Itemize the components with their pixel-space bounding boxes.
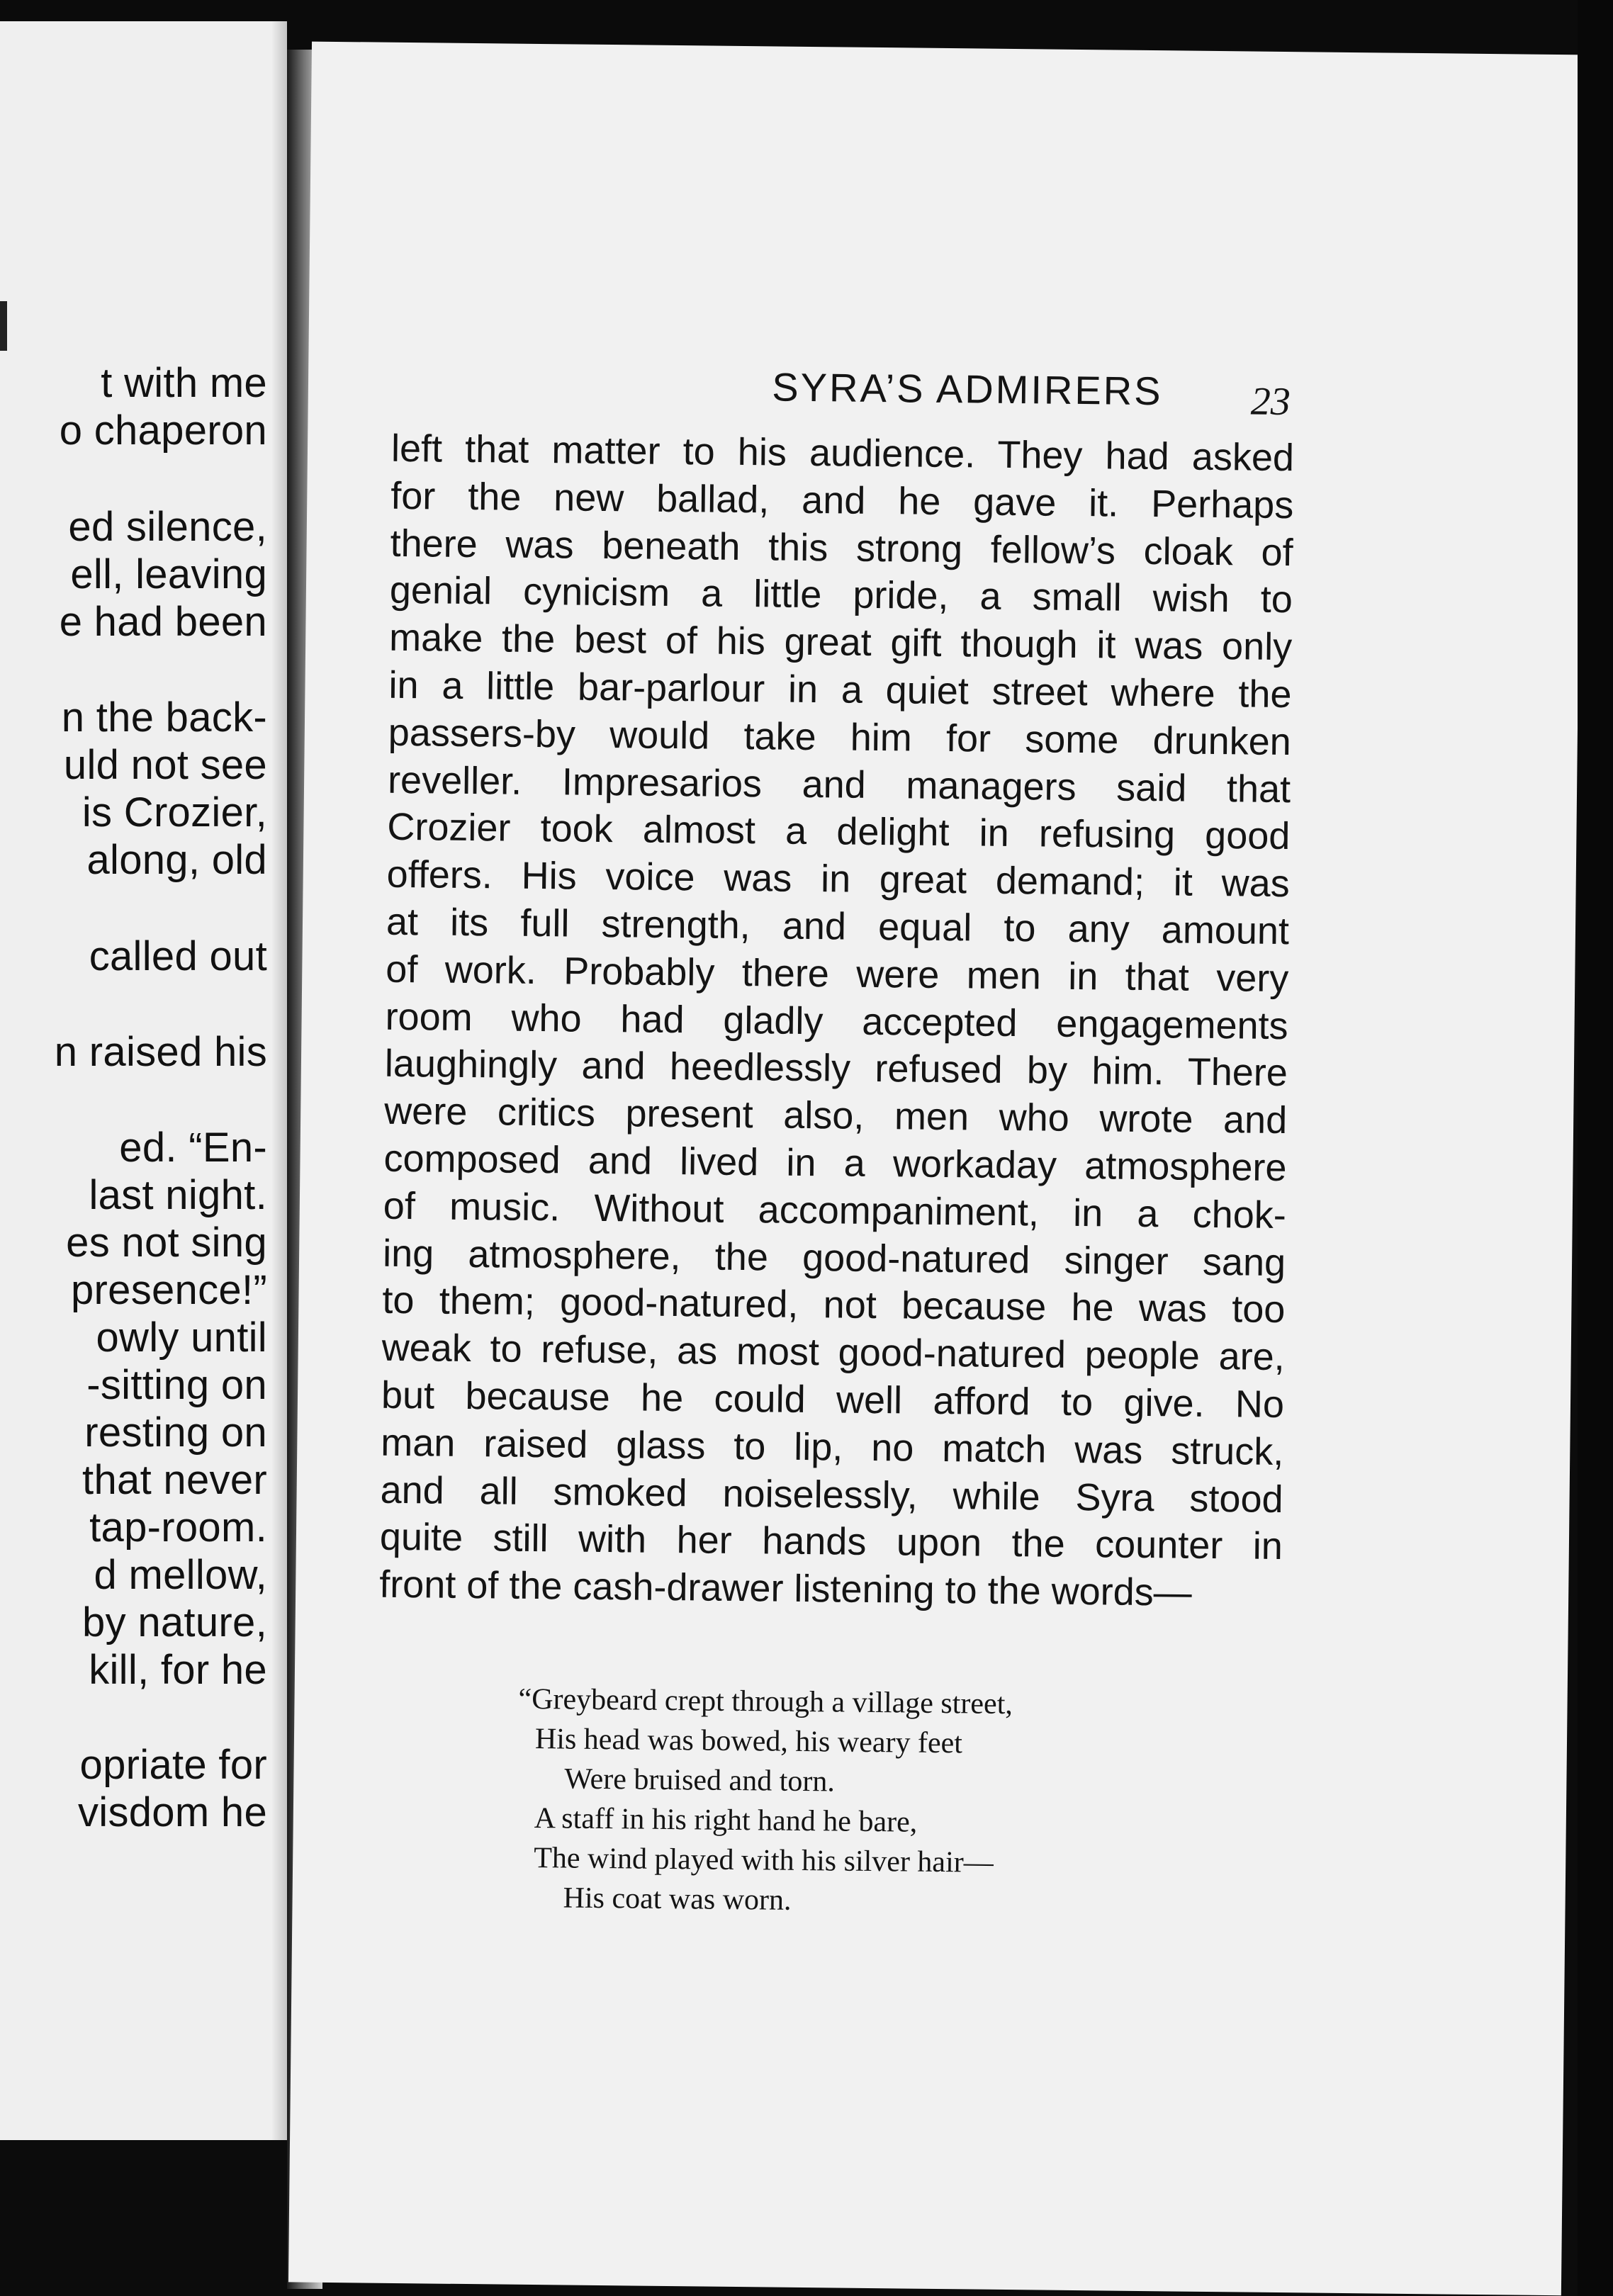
body-line: quite still with her hands upon the counter in [379, 1516, 1283, 1568]
left-page [0, 21, 287, 2140]
left-page-edge-mark [0, 301, 7, 351]
left-page-line: ed. “En- [119, 1125, 267, 1171]
body-line: ing atmosphere, the good-natured singer sang [382, 1232, 1286, 1284]
body-line: were critics present also, men who wrote and [383, 1089, 1288, 1142]
body-line: left that matter to his audience. They had asked [390, 427, 1295, 480]
left-page-shadow [271, 21, 287, 2140]
page-number: 23 [1250, 379, 1291, 424]
body-line: of music. Without accompaniment, in a chok- [383, 1184, 1287, 1237]
left-page-line: visdom he [77, 1789, 267, 1835]
left-page-line: along, old [86, 837, 267, 883]
body-line: to them; good-natured, not because he was too [382, 1279, 1286, 1332]
verse-line: His head was bowed, his weary feet [534, 1723, 963, 1760]
left-page-line: -sitting on [86, 1362, 267, 1408]
body-line: weak to refuse, as most good-natured people are, [381, 1326, 1285, 1379]
body-line: man raised glass to lip, no match was struck, [381, 1421, 1284, 1473]
verse-line: “Greybeard crept through a village street, [518, 1682, 1013, 1721]
left-page-line: last night. [89, 1172, 267, 1218]
left-page-line: by nature, [82, 1599, 267, 1645]
body-line: but because he could well afford to give. No [381, 1373, 1285, 1426]
body-line: for the new ballad, and he gave it. Perhaps [390, 474, 1294, 527]
left-page-line: n raised his [54, 1029, 267, 1075]
left-page-line: t with me [101, 360, 267, 406]
verse-line: The wind played with his silver hair— [533, 1842, 994, 1879]
verse-line: His coat was worn. [563, 1881, 792, 1917]
body-line: genial cynicism a little pride, a small wish to [389, 569, 1293, 621]
body-line: offers. His voice was in great demand; it was [386, 852, 1290, 906]
left-page-line: that never [82, 1457, 267, 1503]
body-line: composed and lived in a workaday atmosphere [383, 1137, 1287, 1190]
body-line: Crozier took almost a delight in refusing good [387, 806, 1291, 858]
running-head: SYRA’S ADMIRERS [772, 364, 1163, 414]
left-page-line: d mellow, [94, 1552, 267, 1598]
body-line: reveller. Impresarios and managers said that [387, 758, 1291, 811]
left-page-line: presence!” [70, 1267, 267, 1313]
verse-line: Were bruised and torn. [564, 1762, 836, 1799]
left-page-line: kill, for he [89, 1647, 267, 1693]
body-line: there was beneath this strong fellow’s cloak of [390, 522, 1293, 574]
body-line: make the best of his great gift though it was only [388, 616, 1293, 669]
left-page-line: tap-room. [89, 1504, 267, 1551]
left-page-line: e had been [59, 599, 267, 645]
left-page-line: ed silence, [68, 504, 267, 550]
verse-stanza [516, 1679, 1013, 1923]
body-line: front of the cash-drawer listening to the words— [378, 1563, 1193, 1614]
right-page [288, 42, 1585, 2296]
left-page-line: es not sing [66, 1220, 267, 1266]
verse-line: A staff in his right hand he bare, [534, 1802, 918, 1839]
body-text [379, 425, 1294, 1618]
body-line: passers-by would take him for some drunken [388, 711, 1292, 763]
body-line: in a little bar-parlour in a quiet street where the [388, 663, 1292, 716]
left-page-line: called out [89, 933, 267, 979]
left-page-line: ell, leaving [70, 551, 267, 597]
left-page-line: owly until [96, 1315, 267, 1361]
left-page-line: uld not see [63, 742, 267, 788]
body-line: laughingly and heedlessly refused by him. There [384, 1042, 1288, 1095]
body-line: room who had gladly accepted engagements [385, 995, 1288, 1047]
left-page-line: o chaperon [59, 407, 267, 454]
body-line: of work. Probably there were men in that very [386, 947, 1289, 1000]
left-page-line: is Crozier, [82, 789, 267, 835]
body-line: at its full strength, and equal to any amount [386, 900, 1290, 953]
scan-frame-right [1578, 0, 1613, 2296]
body-line: and all smoked noiselessly, while Syra stood [380, 1468, 1283, 1521]
left-page-line: resting on [84, 1409, 267, 1456]
left-page-line: opriate for [79, 1742, 267, 1788]
left-page-line: n the back- [61, 694, 267, 741]
